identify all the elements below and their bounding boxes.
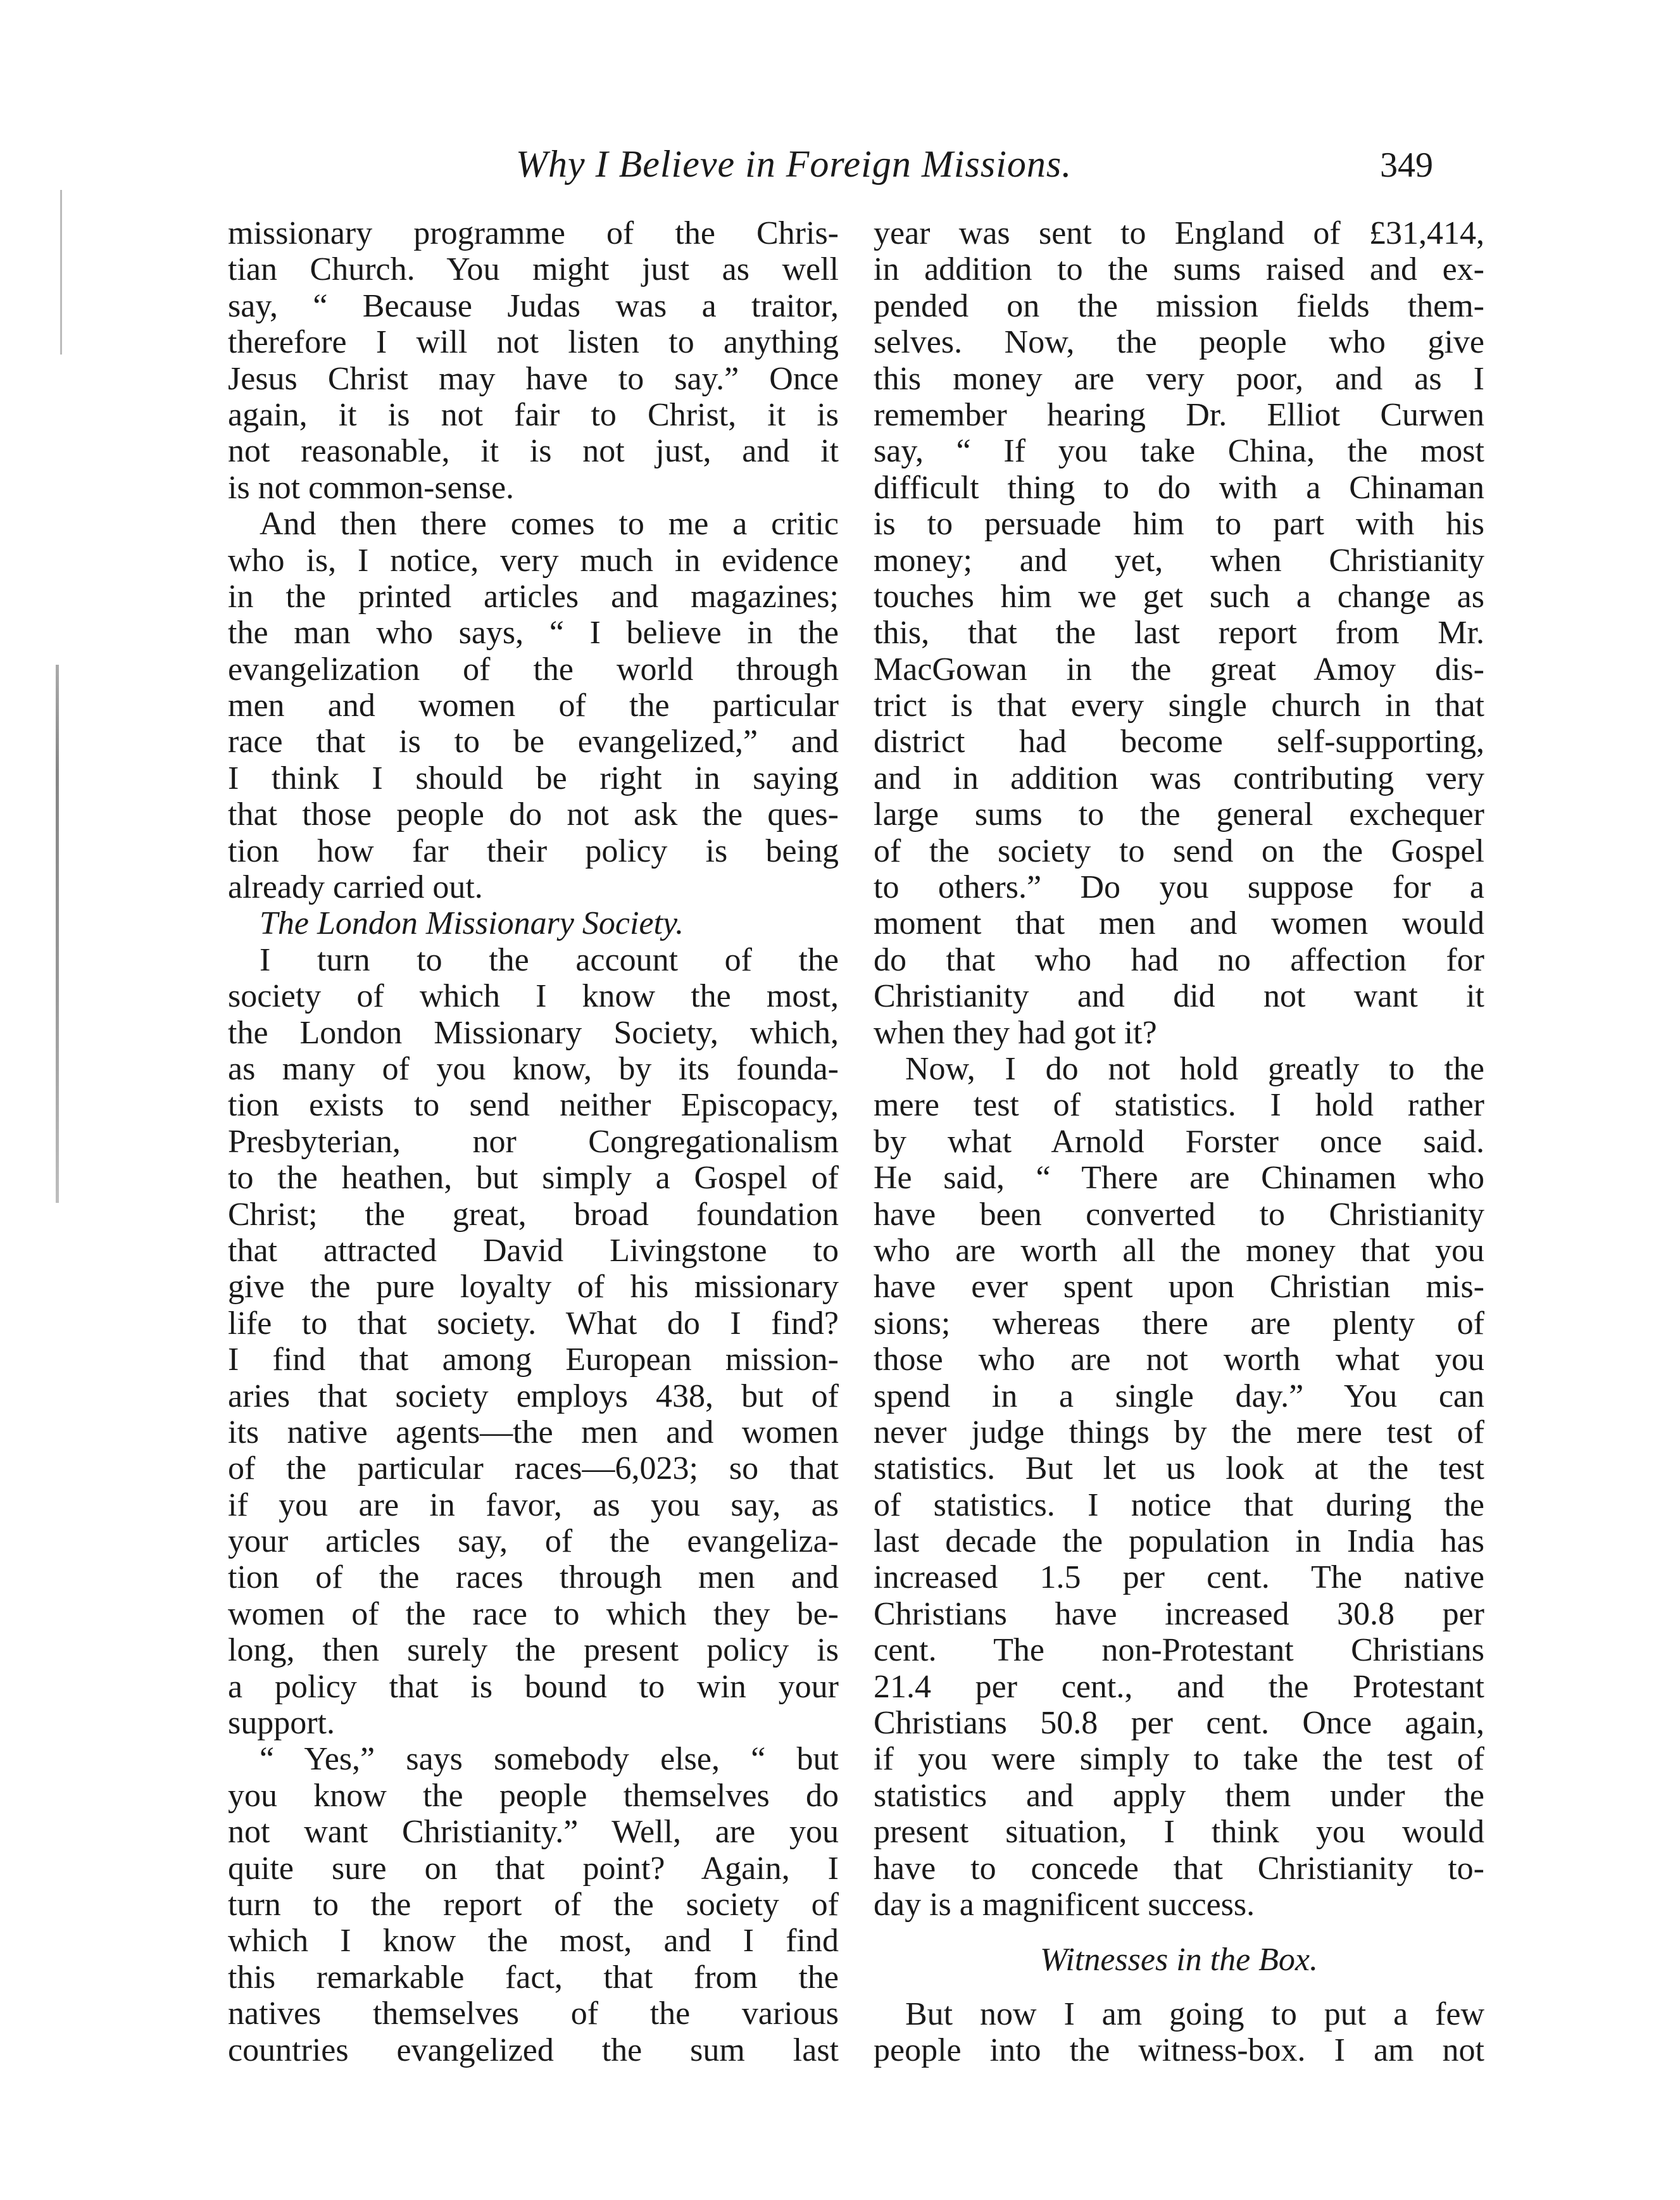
text-line: “ Yes,” says somebody else, “ but (260, 1741, 839, 1778)
text-line: who is, I notice, very much in evidence (228, 542, 839, 579)
text-line: you know the people themselves do (228, 1777, 839, 1814)
text-line: when they had got it? (874, 1014, 1157, 1051)
text-line: turn to the report of the society of (228, 1886, 839, 1923)
text-line: say, “ Because Judas was a traitor, (228, 287, 839, 324)
text-line: last decade the population in India has (874, 1523, 1484, 1560)
text-line: again, it is not fair to Christ, it is (228, 396, 839, 433)
text-line: cent. The non-Protestant Christians (874, 1632, 1484, 1669)
text-line: And then there comes to me a critic (260, 506, 839, 543)
text-line: Christianity and did not want it (874, 978, 1484, 1015)
text-line: natives themselves of the various (228, 1996, 839, 2032)
text-line: people into the witness-box. I am not (874, 2032, 1484, 2069)
text-line: Now, I do not hold greatly to the (905, 1050, 1484, 1087)
text-line: the man who says, “ I believe in the (228, 615, 839, 651)
text-line: evangelization of the world through (228, 651, 839, 688)
text-line: this money are very poor, and as I (874, 360, 1484, 397)
text-line: touches him we get such a change as (874, 578, 1484, 615)
text-line: never judge things by the mere test of (874, 1414, 1484, 1450)
text-line: who are worth all the money that you (874, 1232, 1484, 1269)
text-line: by what Arnold Forster once said. (874, 1123, 1484, 1160)
text-line: statistics. But let us look at the test (874, 1450, 1484, 1487)
spacer (874, 1923, 1484, 1942)
text-line: society of which I know the most, (228, 978, 839, 1015)
text-line: long, then surely the present policy is (228, 1632, 839, 1669)
text-line: that those people do not ask the ques- (228, 796, 839, 833)
text-line: tian Church. You might just as well (228, 251, 839, 288)
text-line: those who are not worth what you (874, 1342, 1484, 1378)
text-line: missionary programme of the Chris- (228, 215, 839, 251)
text-line: life to that society. What do I find? (228, 1305, 839, 1342)
text-line: year was sent to England of £31,414, (874, 215, 1484, 251)
text-line: have ever spent upon Christian mis- (874, 1269, 1484, 1305)
text-line: give the pure loyalty of his missionary (228, 1269, 839, 1305)
text-line: of the society to send on the Gospel (874, 833, 1484, 869)
text-line: if you were simply to take the test of (874, 1741, 1484, 1778)
text-line: The London Missionary Society. (260, 905, 684, 942)
text-line: aries that society employs 438, but of (228, 1378, 839, 1414)
text-line: not want Christianity.” Well, are you (228, 1814, 839, 1851)
text-line: the London Missionary Society, which, (228, 1014, 839, 1051)
right-column (874, 215, 1484, 2069)
text-line: Christians have increased 30.8 per (874, 1595, 1484, 1632)
text-line: difficult thing to do with a Chinaman (874, 469, 1484, 506)
text-line: Christians 50.8 per cent. Once again, (874, 1705, 1484, 1742)
text-line: 21.4 per cent., and the Protestant (874, 1668, 1484, 1705)
text-line: increased 1.5 per cent. The native (874, 1559, 1484, 1596)
text-line: large sums to the general exchequer (874, 796, 1484, 833)
text-line: day is a magnificent success. (874, 1886, 1255, 1923)
page-header (0, 130, 1680, 185)
text-line: this remarkable fact, that from the (228, 1959, 839, 1996)
text-line: money; and yet, when Christianity (874, 542, 1484, 579)
text-line: pended on the mission fields them- (874, 287, 1484, 324)
text-line: present situation, I think you would (874, 1814, 1484, 1851)
text-line: that attracted David Livingstone to (228, 1232, 839, 1269)
text-line: not reasonable, it is not just, and it (228, 433, 839, 470)
text-line: this, that the last report from Mr. (874, 615, 1484, 651)
text-line: in the printed articles and magazines; (228, 578, 839, 615)
text-line: its native agents—the men and women (228, 1414, 839, 1450)
text-line: I think I should be right in saying (228, 760, 839, 796)
text-line: mere test of statistics. I hold rather (874, 1087, 1484, 1124)
text-line: statistics and apply them under the (874, 1777, 1484, 1814)
text-line: if you are in favor, as you say, as (228, 1487, 839, 1523)
text-line: therefore I will not listen to anything (228, 324, 839, 361)
text-line: countries evangelized the sum last (228, 2032, 839, 2068)
text-line: tion how far their policy is being (228, 833, 839, 869)
text-line: moment that men and women would (874, 905, 1484, 942)
section-heading: Witnesses in the Box. (1039, 1942, 1319, 1978)
text-line: trict is that every single church in that (874, 688, 1484, 724)
text-line: in addition to the sums raised and ex- (874, 251, 1484, 288)
text-line: remember hearing Dr. Elliot Curwen (874, 396, 1484, 433)
text-line: of the particular races—6,023; so that (228, 1450, 839, 1487)
text-line: quite sure on that point? Again, I (228, 1850, 839, 1887)
text-line: race that is to be evangelized,” and (228, 724, 839, 760)
text-line: support. (228, 1705, 335, 1742)
text-line: to others.” Do you suppose for a (874, 869, 1484, 906)
text-line: selves. Now, the people who give (874, 324, 1484, 361)
text-line: which I know the most, and I find (228, 1923, 839, 1959)
text-line: district had become self-supporting, (874, 724, 1484, 760)
text-line: I turn to the account of the (260, 941, 839, 978)
text-line: do that who had no affection for (874, 941, 1484, 978)
text-line: is not common-sense. (228, 469, 515, 506)
text-line: of statistics. I notice that during the (874, 1487, 1484, 1523)
text-line: He said, “ There are Chinamen who (874, 1160, 1484, 1197)
running-title: Why I Believe in Foreign Missions. (516, 143, 1072, 185)
text-line: sions; whereas there are plenty of (874, 1305, 1484, 1342)
text-line: men and women of the particular (228, 688, 839, 724)
text-line: to the heathen, but simply a Gospel of (228, 1160, 839, 1197)
page-number: 349 (1380, 146, 1433, 185)
text-line: is to persuade him to part with his (874, 506, 1484, 543)
text-line: spend in a single day.” You can (874, 1378, 1484, 1414)
text-line: Presbyterian, nor Congregationalism (228, 1123, 839, 1160)
spacer (874, 1978, 1484, 1996)
text-line: have to concede that Christianity to- (874, 1850, 1484, 1887)
scan-edge-mark-top (60, 190, 62, 355)
text-line: women of the race to which they be- (228, 1595, 839, 1632)
text-line: have been converted to Christianity (874, 1196, 1484, 1233)
text-line: say, “ If you take China, the most (874, 433, 1484, 470)
text-line: as many of you know, by its founda- (228, 1050, 839, 1087)
text-line: your articles say, of the evangeliza- (228, 1523, 839, 1560)
text-line: tion exists to send neither Episcopacy, (228, 1087, 839, 1124)
text-line: Christ; the great, broad foundation (228, 1196, 839, 1233)
text-line: Jesus Christ may have to say.” Once (228, 360, 839, 397)
text-line: tion of the races through men and (228, 1559, 839, 1596)
scan-edge-mark (56, 665, 59, 1203)
text-line: and in addition was contributing very (874, 760, 1484, 796)
text-line: MacGowan in the great Amoy dis- (874, 651, 1484, 688)
text-line: already carried out. (228, 869, 483, 906)
text-line: But now I am going to put a few (905, 1996, 1484, 2032)
left-column (228, 215, 839, 2068)
text-line: a policy that is bound to win your (228, 1668, 839, 1705)
text-line: I find that among European mission- (228, 1342, 839, 1378)
